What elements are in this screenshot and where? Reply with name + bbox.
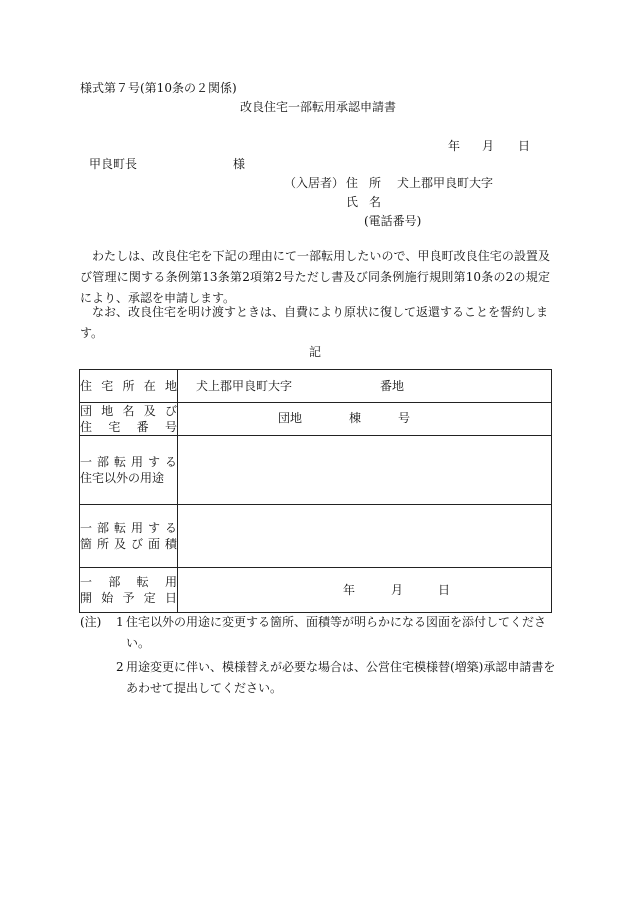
- notes-prefix: (注): [80, 615, 102, 629]
- date-day-label: 日: [518, 139, 531, 153]
- area-label: [80, 505, 178, 568]
- date-year-label: 年: [448, 139, 461, 153]
- other-use-label: [80, 436, 178, 505]
- application-table: [79, 369, 552, 613]
- pledge-statement: なお、改良住宅を明け渡すときは、自費により原状に復して返還することを誓約します。: [80, 305, 549, 340]
- label-char: 一: [80, 575, 93, 589]
- resident-label: （入居者）: [284, 176, 345, 190]
- address-value: 犬上郡甲良町大字: [397, 176, 494, 190]
- label-char: 番: [136, 420, 149, 434]
- application-statement: わたしは、改良住宅を下記の理由にて一部転用したいので、甲良町改良住宅の設置及び管理に関する条例第13条第2項第2号ただし書及び同条例施行規則第10条の2の規定により、承認を申請します。: [80, 249, 550, 305]
- addressee: 甲良町長: [89, 157, 138, 171]
- label-char: 転: [113, 455, 126, 469]
- label-char: 号: [164, 420, 177, 434]
- label-char: す: [147, 521, 160, 535]
- start-date-value-cell[interactable]: [178, 568, 552, 613]
- label-char: び: [130, 537, 143, 551]
- danchi-label: [80, 403, 178, 436]
- location-value-cell[interactable]: [178, 370, 552, 403]
- location-label: [80, 370, 178, 403]
- label-char: 定: [143, 591, 156, 605]
- label-char: 在: [143, 379, 156, 393]
- label-char: す: [147, 455, 160, 469]
- label-char: 面: [147, 537, 160, 551]
- banchi-label: 番地: [380, 379, 405, 393]
- label-char: 転: [136, 575, 149, 589]
- form-number: 様式第７号(第10条の２関係): [80, 81, 237, 95]
- label-text: 住宅以外の用途: [80, 471, 165, 485]
- honorific-sama: 様: [233, 157, 246, 171]
- label-char: 及: [143, 404, 156, 418]
- note-1: [80, 612, 560, 654]
- notes-section: [80, 612, 560, 699]
- label-char: 及: [113, 537, 126, 551]
- document-title: 改良住宅一部転用承認申請書: [240, 100, 397, 114]
- label-char: 積: [164, 537, 177, 551]
- label-char: 開: [80, 591, 93, 605]
- label-char: 転: [113, 521, 126, 535]
- ki-heading: 記: [309, 345, 322, 359]
- label-char: 住: [80, 379, 93, 393]
- date-month-label: 月: [482, 139, 495, 153]
- label-char: 地: [164, 379, 177, 393]
- label-char: 始: [101, 591, 114, 605]
- table-row-start-date: [80, 568, 552, 613]
- phone-label: (電話番号): [364, 214, 422, 228]
- label-char: 住: [80, 420, 93, 434]
- start-day-unit: 日: [438, 583, 451, 597]
- label-char: 所: [96, 537, 109, 551]
- go-unit: 号: [398, 411, 411, 425]
- label-char: 名: [122, 404, 135, 418]
- label-char: 用: [130, 455, 143, 469]
- danchi-value-cell[interactable]: [178, 403, 552, 436]
- label-char: 用: [130, 521, 143, 535]
- mune-unit: 棟: [349, 411, 362, 425]
- other-use-value-cell[interactable]: [178, 436, 552, 505]
- note-1-number: 1: [116, 615, 124, 629]
- note-2: [80, 657, 560, 699]
- area-value-cell[interactable]: [178, 505, 552, 568]
- label-char: 日: [164, 591, 177, 605]
- label-char: る: [164, 455, 177, 469]
- label-char: 予: [122, 591, 135, 605]
- table-row-location: [80, 370, 552, 403]
- table-row-danchi: [80, 403, 552, 436]
- table-row-use: [80, 436, 552, 505]
- start-year-unit: 年: [343, 583, 356, 597]
- label-char: 一: [80, 521, 93, 535]
- label-char: 所: [122, 379, 135, 393]
- label-char: び: [164, 404, 177, 418]
- label-char: 部: [96, 455, 109, 469]
- label-char: 用: [164, 575, 177, 589]
- start-date-label: [80, 568, 178, 613]
- label-char: 団: [80, 404, 93, 418]
- label-char: 地: [101, 404, 114, 418]
- location-value: 犬上郡甲良町大字: [196, 379, 293, 393]
- label-char: 部: [108, 575, 121, 589]
- label-char: 宅: [101, 379, 114, 393]
- name-label: 氏名: [346, 195, 393, 209]
- label-char: 部: [96, 521, 109, 535]
- label-char: る: [164, 521, 177, 535]
- note-1-text: 住宅以外の用途に変更する箇所、面積等が明らかになる図面を添付してください。: [126, 615, 547, 650]
- note-2-text: 用途変更に伴い、模様替えが必要な場合は、公営住宅模様替(増築)承認申請書をあわせて提出してください。: [126, 660, 556, 695]
- note-2-number: 2: [116, 660, 124, 674]
- start-month-unit: 月: [391, 583, 404, 597]
- label-char: 箇: [80, 537, 93, 551]
- table-row-area: [80, 505, 552, 568]
- label-char: 一: [80, 455, 93, 469]
- danchi-unit: 団地: [278, 411, 303, 425]
- address-label: 住所: [346, 176, 393, 190]
- label-char: 宅: [108, 420, 121, 434]
